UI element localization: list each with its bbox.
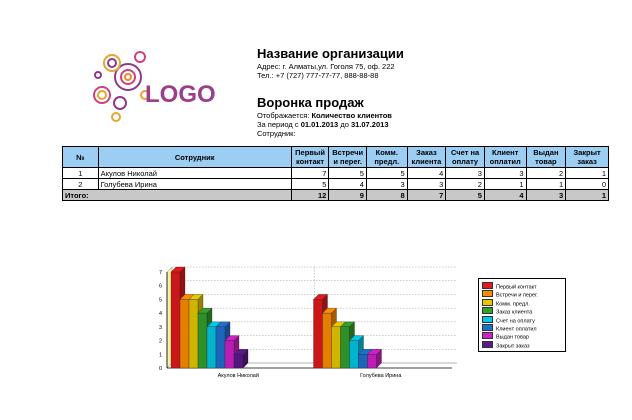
bar — [171, 272, 180, 368]
chart-legend — [478, 278, 566, 352]
table-cell: 3 — [366, 179, 407, 190]
shown-label: Отображается: — [257, 111, 312, 120]
table-row — [63, 168, 609, 179]
y-tick-label: 1 — [158, 352, 162, 359]
column-header: Клиент оплатил — [484, 147, 526, 168]
report-title: Воронка продаж — [257, 95, 364, 110]
table-cell: 1 — [566, 168, 609, 179]
legend-swatch — [482, 341, 493, 348]
table-cell: 5 — [291, 179, 329, 190]
legend-label: Комм. предл. — [496, 301, 530, 308]
column-header: Комм. предл. — [366, 147, 407, 168]
legend-item — [482, 290, 538, 297]
y-tick-label: 2 — [158, 338, 162, 345]
bar — [207, 327, 216, 368]
y-tick-label: 7 — [158, 270, 162, 276]
legend-label: Клиент оплатил — [496, 326, 537, 333]
table-cell: 3 — [407, 179, 446, 190]
legend-label: Выдан товар — [496, 334, 529, 341]
column-header: Выдан товар — [526, 147, 566, 168]
logo-text: LOGO — [145, 81, 216, 108]
table-header-row — [63, 147, 609, 168]
total-cell: 4 — [484, 190, 526, 201]
legend-item — [482, 282, 537, 289]
legend-swatch — [482, 307, 493, 314]
row-index: 1 — [63, 168, 99, 179]
table-cell: 1 — [526, 179, 566, 190]
column-header: Заказ клиента — [407, 147, 446, 168]
bar — [189, 299, 198, 368]
legend-item — [482, 341, 529, 348]
bar — [198, 313, 207, 368]
legend-item — [482, 332, 529, 339]
column-header: Встречи и перег. — [329, 147, 367, 168]
organization-title: Название организации — [257, 46, 404, 61]
x-tick-label: Акулов Николай — [217, 373, 259, 379]
y-tick-label: 6 — [158, 283, 162, 290]
total-cell: 9 — [329, 190, 367, 201]
period-row — [257, 120, 389, 129]
table-cell: 3 — [484, 168, 526, 179]
column-header: № — [63, 147, 99, 168]
total-cell: 7 — [407, 190, 446, 201]
y-tick-label: 4 — [158, 311, 162, 318]
bar — [234, 354, 243, 368]
table-cell: 4 — [407, 168, 446, 179]
legend-item — [482, 299, 530, 306]
legend-item — [482, 316, 535, 323]
y-tick-label: 3 — [158, 324, 162, 331]
table-row — [63, 179, 609, 190]
x-tick-label: Голубева Ирина — [360, 373, 402, 379]
period-label: За период с — [257, 120, 301, 129]
table-cell: 5 — [329, 168, 367, 179]
y-tick-label: 5 — [158, 297, 162, 304]
employee-name: Голубева Ирина — [98, 179, 291, 190]
period-from: 01.01.2013 — [300, 120, 339, 129]
legend-swatch — [482, 316, 493, 323]
table-cell: 4 — [329, 179, 367, 190]
table-cell: 1 — [484, 179, 526, 190]
bar — [368, 354, 377, 368]
employee-label: Сотрудник: — [257, 129, 296, 138]
organization-address: Адрес: г. Алматы,ул. Гоголя 75, оф. 222 — [257, 62, 395, 71]
bar — [323, 313, 332, 368]
total-cell: 1 — [566, 190, 609, 201]
row-index: 2 — [63, 179, 99, 190]
total-cell: 12 — [291, 190, 329, 201]
table-cell: 2 — [446, 179, 485, 190]
y-tick-label: 0 — [158, 366, 162, 372]
table-total-row — [63, 190, 609, 201]
company-logo — [90, 45, 230, 125]
bar — [314, 299, 323, 368]
total-cell: 8 — [366, 190, 407, 201]
bar — [332, 327, 341, 368]
period-to: 31.07.2013 — [350, 120, 389, 129]
bar — [216, 327, 225, 368]
table-cell: 3 — [446, 168, 485, 179]
legend-item — [482, 324, 537, 331]
legend-item — [482, 307, 532, 314]
total-cell: 3 — [526, 190, 566, 201]
employee-name: Акулов Николай — [98, 168, 291, 179]
legend-label: Первый контакт — [496, 284, 537, 291]
legend-swatch — [482, 332, 493, 339]
legend-label: Счет на оплату — [496, 318, 535, 325]
column-header: Первый контакт — [291, 147, 329, 168]
legend-label: Встречи и перег. — [496, 292, 538, 299]
legend-label: Заказ клиента — [496, 309, 533, 316]
table-cell: 0 — [566, 179, 609, 190]
shown-metric-row — [257, 111, 392, 120]
period-separator: до — [338, 120, 351, 129]
bar — [350, 341, 359, 368]
legend-swatch — [482, 282, 493, 289]
legend-swatch — [482, 324, 493, 331]
column-header: Сотрудник — [98, 147, 291, 168]
legend-label: Закрыт заказ — [496, 343, 530, 350]
legend-swatch — [482, 299, 493, 306]
bar — [359, 354, 368, 368]
organization-phone: Тел.: +7 (727) 777-77-77, 888-88-88 — [257, 71, 379, 80]
bar — [180, 299, 189, 368]
table-cell: 5 — [366, 168, 407, 179]
total-cell: 5 — [446, 190, 485, 201]
column-header: Закрыт заказ — [566, 147, 609, 168]
sales-funnel-chart — [135, 255, 465, 385]
bar — [341, 327, 350, 368]
table-cell: 7 — [291, 168, 329, 179]
table-cell: 2 — [526, 168, 566, 179]
total-label: Итого: — [63, 190, 292, 201]
column-header: Счет на оплату — [446, 147, 485, 168]
bar — [225, 341, 234, 368]
shown-value: Количество клиентов — [311, 111, 392, 120]
sales-funnel-table — [62, 146, 609, 201]
legend-swatch — [482, 290, 493, 297]
